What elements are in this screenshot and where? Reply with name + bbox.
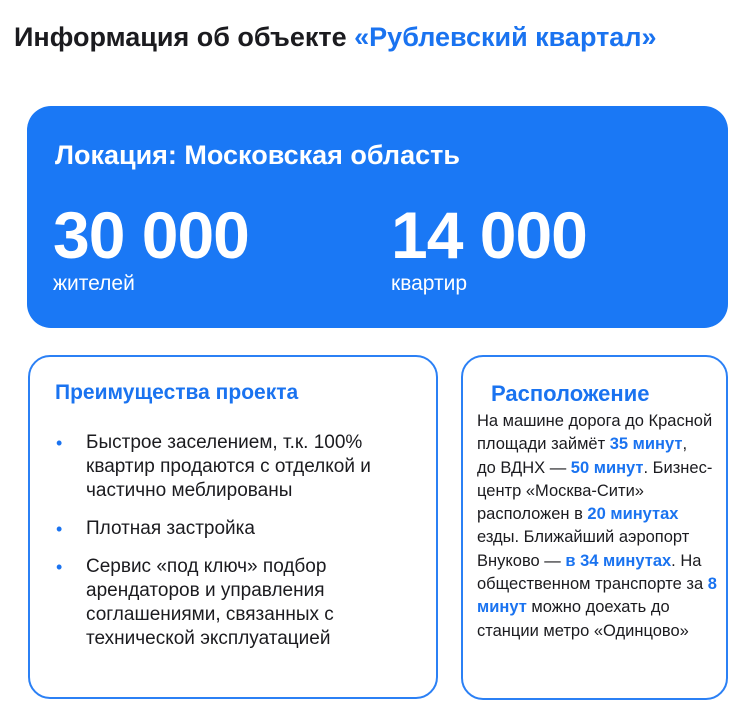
stat-residents [53,198,249,296]
highlight-time: 20 минутах [587,505,679,524]
benefit-text: Плотная застройка [86,518,255,539]
list-item [54,517,424,541]
hero-card [27,106,728,328]
location-text: , [682,435,688,454]
highlight-time: 50 минут [570,458,644,477]
location-text: езды. Ближайший аэропорт Внуково — [477,528,690,570]
page-title [14,22,656,53]
location-text: На машине дорога до Красной площади займёт [477,412,713,454]
bullet-icon: • [56,433,63,453]
benefits-title: Преимущества проекта [55,381,299,404]
list-item [54,555,424,651]
highlight-time: 35 минут [609,435,683,454]
stat-apartments-caption: квартир [391,272,468,295]
benefit-text: Быстрое заселением, т.к. 100% квартир продаются с отделкой и частично меблированы [86,432,371,501]
bullet-icon: • [56,557,63,577]
location-heading: Локация: Московская область [55,140,460,170]
stat-apartments [391,198,587,296]
stat-apartments-value: 14 000 [391,198,587,272]
location-title: Расположение [491,381,650,406]
list-item [54,431,424,503]
location-text: . Бизнес-центр «Москва-Сити» расположен в [477,458,713,524]
bullet-icon: • [56,519,63,539]
stat-residents-caption: жителей [53,272,135,295]
benefit-text: Сервис «под ключ» подбор арендаторов и управления соглашениями, связанных с технической эксплуатацией [86,556,334,649]
stat-residents-value: 30 000 [53,198,249,272]
title-object-name: «Рублевский квартал» [354,22,657,52]
highlight-time: в 34 минутах [565,551,672,570]
location-card [461,355,728,700]
title-prefix: Информация об объекте [14,22,347,52]
benefits-card [28,355,438,699]
highlight-time: 8 минут [477,575,717,617]
location-text: можно доехать до станции метро «Одинцово» [477,598,689,640]
location-text: до ВДНХ — [477,458,571,477]
location-description [477,410,723,643]
benefits-list [54,431,424,665]
location-text: . На общественном транспорте за [477,551,708,594]
